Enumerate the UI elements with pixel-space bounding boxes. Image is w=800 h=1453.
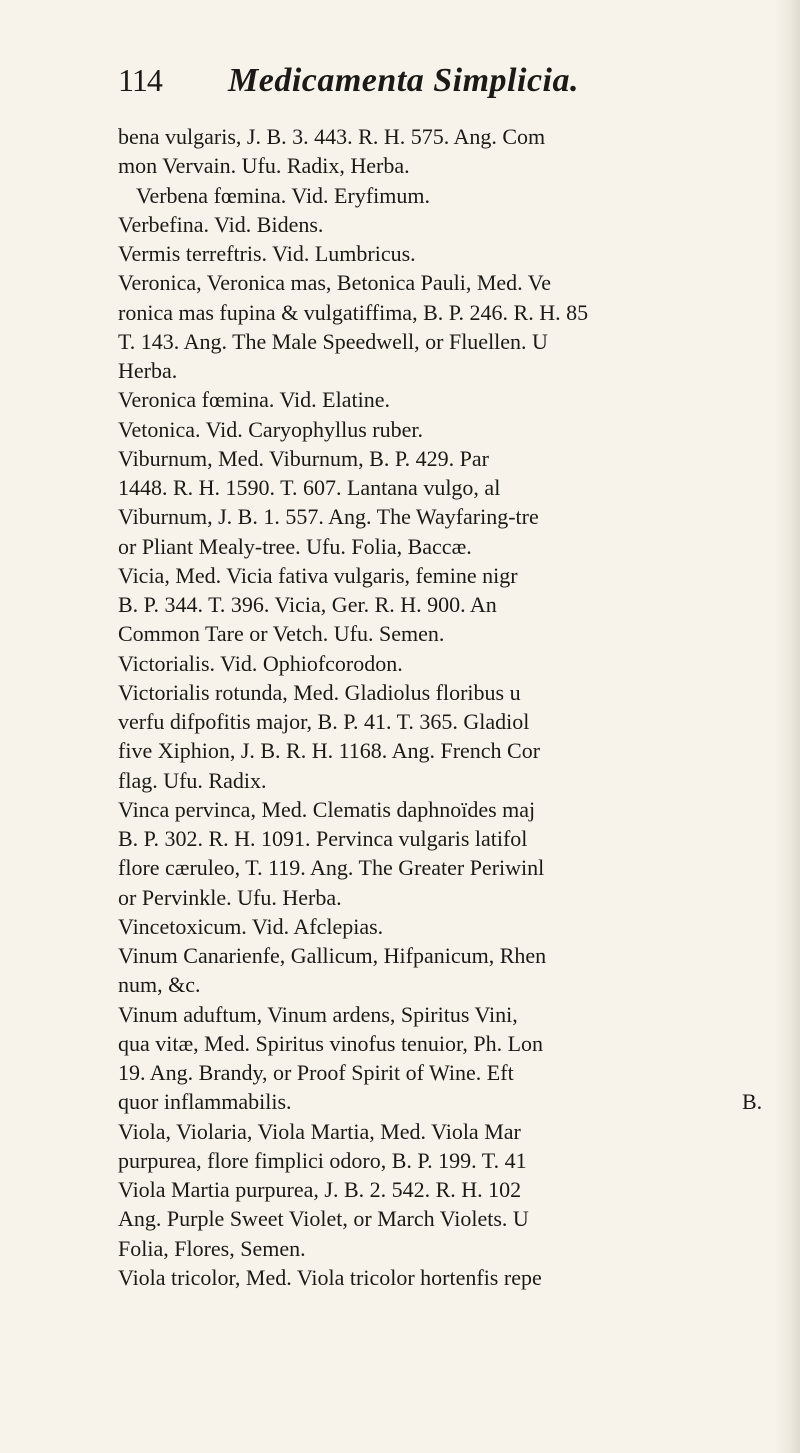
text-line: Vermis terreftris. Vid. Lumbricus.	[118, 241, 416, 266]
text-line: B. P. 344. T. 396. Vicia, Ger. R. H. 900. An	[118, 592, 497, 617]
text-line: Vinum aduftum, Vinum ardens, Spiritus Vini,	[118, 1001, 518, 1027]
text-line: 19. Ang. Brandy, or Proof Spirit of Wine. Eft	[118, 1060, 514, 1085]
text-line: Viola Martia purpurea, J. B. 2. 542. R. H. 102	[118, 1177, 522, 1202]
text-line: Viola, Violaria, Viola Martia, Med. Viola Mar	[118, 1118, 521, 1144]
text-line: Common Tare or Vetch. Ufu. Semen.	[118, 621, 445, 647]
text-line: or Pliant Mealy-tree. Ufu. Folia, Baccæ.	[118, 533, 472, 559]
text-line: Veronica, Veronica mas, Betonica Pauli, Med. Ve	[118, 270, 551, 296]
text-line: 1448. R. H. 1590. T. 607. Lantana vulgo, al	[118, 475, 501, 500]
text-line: Folia, Flores, Semen.	[118, 1235, 306, 1261]
text-line: T. 143. Ang. The Male Speedwell, or Fluellen. U	[118, 328, 548, 354]
catchword: B.	[742, 1089, 763, 1114]
text-line: Vinum Canarienfe, Gallicum, Hifpanicum, Rhen	[118, 943, 547, 968]
text-line: Vincetoxicum. Vid. Afclepias.	[118, 913, 384, 939]
text-line: Veronica fœmina. Vid. Elatine.	[118, 387, 390, 413]
text-line: verfu difpofitis major, B. P. 41. T. 365. Gladiol	[118, 709, 530, 734]
running-title: Medicamenta Simplicia.	[228, 62, 579, 99]
text-line: mon Vervain. Ufu. Radix, Herba.	[118, 153, 410, 179]
text-line: ronica mas fupina & vulgatiffima, B. P. 246. R. H. 85	[118, 299, 589, 325]
text-line: B. P. 302. R. H. 1091. Pervinca vulgaris latifol	[118, 826, 528, 851]
text-line: Viola tricolor, Med. Viola tricolor hortenfis repe	[118, 1264, 542, 1290]
text-line: qua vitæ, Med. Spiritus vinofus tenuior, Ph. Lon	[118, 1030, 544, 1056]
page-number: 114	[118, 62, 162, 98]
text-line: Vinca pervinca, Med. Clematis daphnoïdes maj	[118, 796, 536, 822]
text-line: Herba.	[118, 358, 178, 383]
text-line: Viburnum, J. B. 1. 557. Ang. The Wayfaring-tre	[118, 504, 539, 530]
text-line: Verbena fœmina. Vid. Eryfimum.	[136, 182, 430, 208]
text-line: Victorialis. Vid. Ophiofcorodon.	[118, 650, 403, 676]
text-line: five Xiphion, J. B. R. H. 1168. Ang. French Cor	[118, 738, 541, 764]
text-line: flore cæruleo, T. 119. Ang. The Greater Periwinl	[118, 855, 545, 881]
body-text	[118, 122, 778, 1292]
text-line: Verbefina. Vid. Bidens.	[118, 211, 324, 237]
text-line: Viburnum, Med. Viburnum, B. P. 429. Par	[118, 445, 489, 471]
text-line: Victorialis rotunda, Med. Gladiolus floribus u	[118, 679, 521, 705]
text-line: Vetonica. Vid. Caryophyllus ruber.	[118, 416, 424, 442]
page-header	[118, 62, 758, 112]
text-line: flag. Ufu. Radix.	[118, 767, 267, 793]
text-line: purpurea, flore fimplici odoro, B. P. 199. T. 41	[118, 1147, 527, 1173]
text-line: bena vulgaris, J. B. 3. 443. R. H. 575. Ang. Com	[118, 124, 546, 149]
text-line: num, &c.	[118, 972, 201, 998]
text-line: or Pervinkle. Ufu. Herba.	[118, 884, 342, 910]
text-line: Ang. Purple Sweet Violet, or March Violets. U	[118, 1206, 529, 1232]
text-line: quor inflammabilis.	[118, 1089, 292, 1115]
text-line: Vicia, Med. Vicia fativa vulgaris, femine nigr	[118, 562, 518, 588]
page-edge-shadow	[774, 0, 800, 1453]
